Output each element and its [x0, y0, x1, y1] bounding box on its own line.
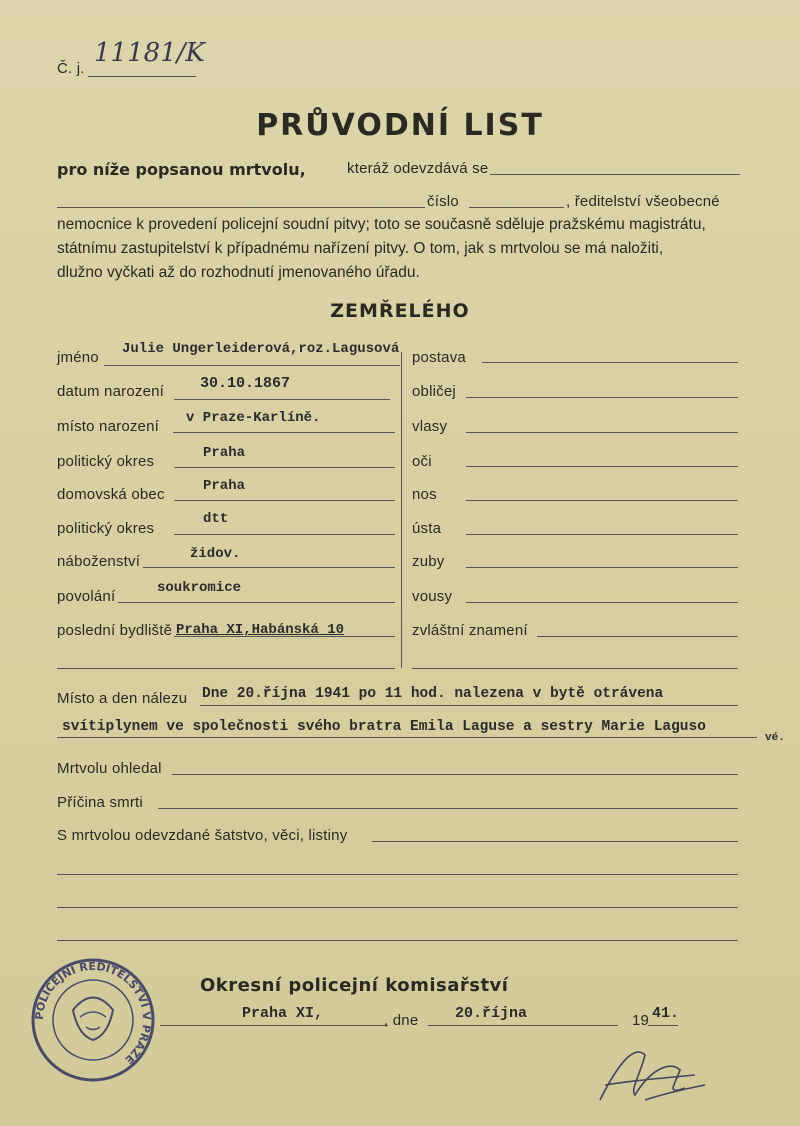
- field-line-extra: [412, 668, 738, 669]
- recipient-line-2: [57, 207, 425, 208]
- field-line: [57, 874, 738, 875]
- paragraph-line: nemocnice k provedení policejní soudní pitvy; toto se současně sděluje pražskému magistrátu,: [57, 216, 706, 233]
- field-label-hair: vlasy: [412, 418, 448, 435]
- police-stamp-icon: [28, 955, 158, 1085]
- field-label-municipality: domovská obec: [57, 486, 165, 503]
- field-label-name: jméno: [57, 349, 99, 366]
- examined-label: Mrtvolu ohledal: [57, 760, 162, 777]
- authority-name: Okresní policejní komisařství: [200, 975, 509, 996]
- field-value-birthplace: v Praze-Karlíně.: [186, 410, 321, 426]
- date-value: 20.října: [455, 1005, 528, 1022]
- field-line: [174, 467, 395, 468]
- field-line: [466, 432, 738, 433]
- field-line: [158, 808, 738, 809]
- field-label-face: obličej: [412, 383, 456, 400]
- field-value-name: Julie Ungerleiderová,roz.Lagusová: [122, 341, 400, 357]
- field-line: [174, 534, 395, 535]
- field-line: [648, 1025, 678, 1026]
- instruction-paragraph: [57, 213, 747, 285]
- field-line: [466, 567, 738, 568]
- finding-line-1: Dne 20.října 1941 po 11 hod. nalezena v bytě otrávena: [202, 686, 664, 702]
- field-value-district: Praha: [203, 445, 246, 461]
- date-label: , dne: [384, 1012, 419, 1029]
- field-line: [118, 602, 395, 603]
- page-title: PRŮVODNÍ LIST: [256, 108, 544, 143]
- field-label-birthdate: datum narození: [57, 383, 165, 400]
- field-line: [466, 397, 738, 398]
- field-label-eyes: oči: [412, 453, 432, 470]
- field-label-beard: vousy: [412, 588, 453, 605]
- ref-label: Č. j.: [57, 60, 85, 77]
- finding-suffix: vé.: [765, 732, 785, 744]
- field-label-religion: náboženství: [57, 553, 141, 570]
- field-label-district: politický okres: [57, 453, 155, 470]
- field-line: [466, 500, 738, 501]
- field-line: [537, 636, 738, 637]
- field-value-municipality: Praha: [203, 478, 246, 494]
- field-line: [160, 1025, 388, 1026]
- field-value-residence: Praha XI,Habánská 10: [176, 622, 345, 638]
- field-label-nose: nos: [412, 486, 437, 503]
- field-line: [466, 466, 738, 467]
- stamp-text: POLICEJNÍ ŘEDITELSTVÍ V PRAZE: [32, 959, 154, 1067]
- number-line: [469, 207, 564, 208]
- field-label-marks: zvláštní znamení: [412, 622, 528, 639]
- items-label: S mrtvolou odevzdané šatstvo, věci, listiny: [57, 827, 348, 844]
- subtitle-rest: kteráž odevzdává se: [347, 160, 489, 177]
- recipient-line: [490, 174, 740, 175]
- field-line: [143, 567, 395, 568]
- field-line: [466, 602, 738, 603]
- paragraph-line: státnímu zastupitelství k případnému nařízení pitvy. O tom, jak s mrtvolou se má naložiti,: [57, 240, 664, 257]
- field-label-teeth: zuby: [412, 553, 445, 570]
- paragraph-line: dlužno vyčkati až do rozhodnutí jmenovaného úřadu.: [57, 264, 420, 281]
- number-label: číslo: [427, 193, 459, 210]
- field-line: [372, 841, 738, 842]
- field-line: [482, 362, 738, 363]
- subtitle-bold: pro níže popsanou mrtvolu,: [57, 160, 306, 179]
- year-value: 41.: [652, 1005, 680, 1022]
- field-line: [172, 774, 738, 775]
- year-prefix: 19: [632, 1012, 650, 1029]
- directorate-text: , ředitelství všeobecné: [566, 193, 720, 210]
- field-line: [104, 365, 400, 366]
- cause-label: Příčina smrti: [57, 794, 143, 811]
- field-label-mouth: ústa: [412, 520, 442, 537]
- ref-handwritten: 11181/K: [94, 38, 205, 68]
- field-line: [57, 940, 738, 941]
- section-title: ZEMŘELÉHO: [330, 300, 470, 322]
- field-label-birthplace: místo narození: [57, 418, 160, 435]
- column-divider: [401, 352, 402, 668]
- ref-line: [88, 76, 196, 77]
- field-label-occupation: povolání: [57, 588, 116, 605]
- field-line: [466, 534, 738, 535]
- field-value-occupation: soukromice: [157, 580, 242, 596]
- field-line: [174, 399, 390, 400]
- field-value-district-2: dtt: [203, 511, 229, 527]
- field-line: [57, 737, 757, 738]
- field-line: [200, 705, 738, 706]
- field-value-birthdate: 30.10.1867: [200, 375, 291, 392]
- finding-line-2: svítiplynem ve společnosti svého bratra Emila Laguse a sestry Marie Laguso: [62, 719, 706, 735]
- field-line: [174, 500, 395, 501]
- field-label-district-2: politický okres: [57, 520, 155, 537]
- field-label-stature: postava: [412, 349, 466, 366]
- field-value-religion: židov.: [190, 546, 241, 562]
- place-value: Praha XI,: [242, 1005, 324, 1022]
- field-line: [428, 1025, 618, 1026]
- field-line-extra: [57, 668, 395, 669]
- field-label-residence: poslední bydliště: [57, 622, 173, 639]
- signature-icon: [585, 1040, 715, 1115]
- finding-label: Místo a den nálezu: [57, 690, 188, 707]
- field-line: [173, 432, 395, 433]
- field-line: [57, 907, 738, 908]
